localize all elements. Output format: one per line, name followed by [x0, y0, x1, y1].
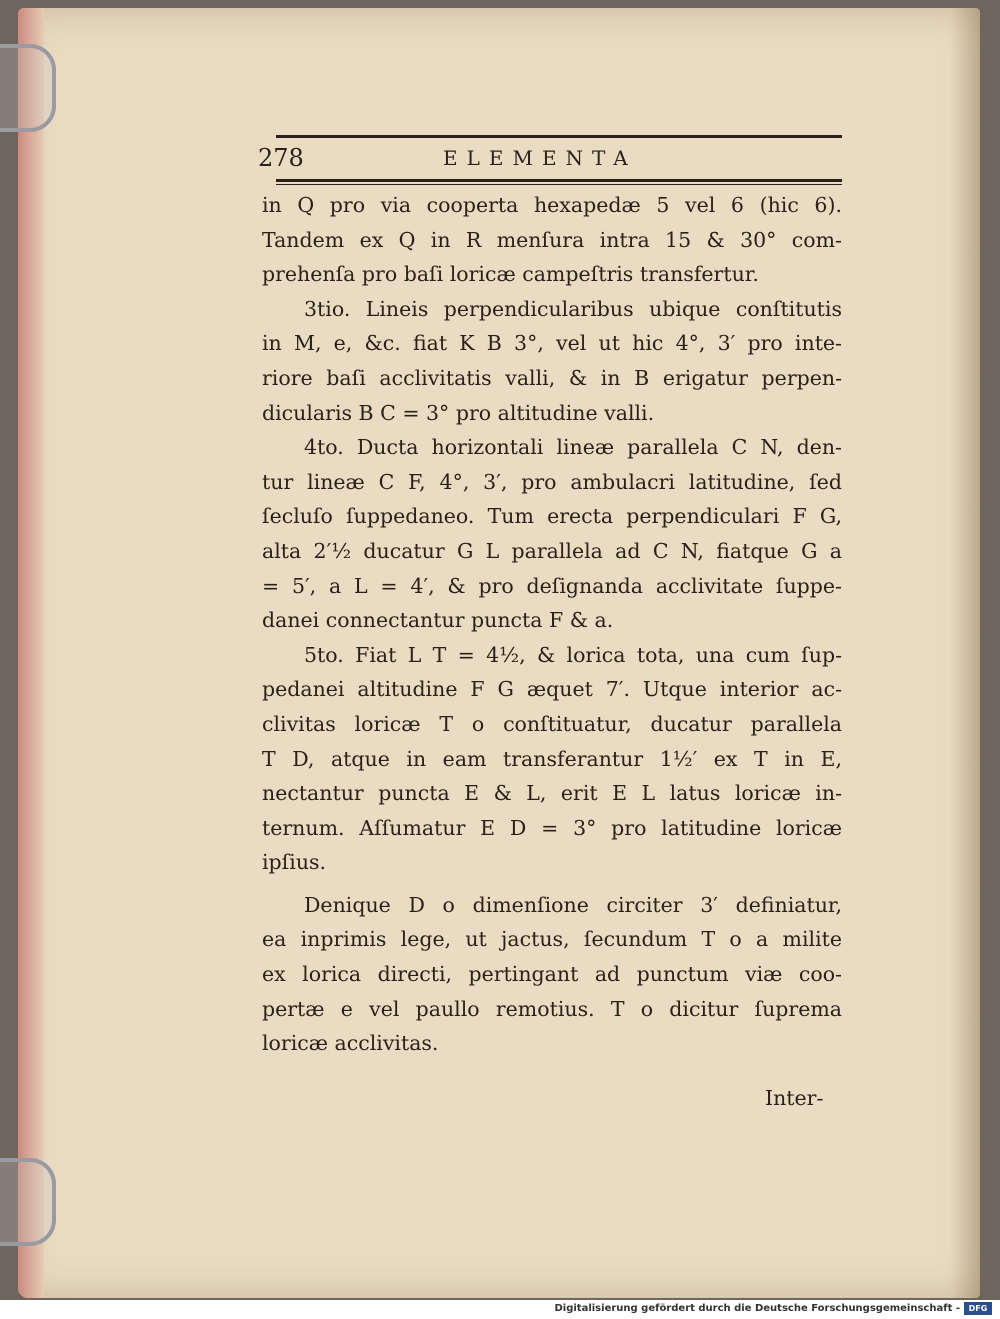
text-line: ternum. Aſſumatur E D = 3° pro latitudine loricæ: [262, 815, 842, 840]
text-line: T D, atque in eam transferantur 1½′ ex T in E,: [262, 746, 842, 771]
running-head: ELEMENTA: [443, 146, 637, 170]
digitization-credit: Digitalisierung gefördert durch die Deutsche Forschungsgemeinschaft -: [554, 1303, 960, 1314]
page-header: [258, 142, 848, 176]
header-rule-bottom-thin: [276, 184, 842, 185]
text-line: pertæ e vel paullo remotius. T o dicitur ſuprema: [262, 996, 842, 1021]
binding-clip-bottom: [0, 1158, 56, 1246]
text-line: ea inprimis lege, ut jactus, ſecundum T o a milite: [262, 927, 842, 952]
text-line: = 5′, a L = 4′, & pro deſignanda acclivitate ſuppe-: [262, 573, 842, 598]
text-line: ipſius.: [262, 850, 327, 875]
text-line: tur lineæ C F, 4°, 3′, pro ambulacri latitudine, ſed: [262, 469, 842, 494]
text-line: nectantur puncta E & L, erit E L latus loricæ in-: [262, 781, 842, 806]
text-line: riore baſi acclivitatis valli, & in B erigatur perpen-: [262, 365, 842, 390]
text-line: alta 2′½ ducatur G L parallela ad C N, fiatque G a: [262, 538, 842, 563]
binding-clip-top: [0, 44, 56, 132]
text-line: pedanei altitudine F G æquet 7′. Utque interior ac-: [262, 677, 842, 702]
text-line: loricæ acclivitas.: [262, 1031, 439, 1056]
text-line: in M, e, &c. fiat K B 3°, vel ut hic 4°, 3′ pro inte-: [262, 331, 842, 356]
body-text: [262, 188, 842, 1061]
header-rule-top: [276, 135, 842, 138]
text-line: in Q pro via cooperta hexapedæ 5 vel 6 (hic 6).: [262, 193, 842, 217]
header-rule-bottom: [276, 179, 842, 182]
text-line: ſecluſo ſuppedaneo. Tum erecta perpendiculari F G,: [262, 504, 842, 529]
text-line: 3tio. Lineis perpendicularibus ubique conſtitutis: [304, 296, 842, 321]
text-line: 4to. Ducta horizontali lineæ parallela C N, den-: [304, 435, 842, 460]
text-line: 5to. Fiat L T = 4½, & lorica tota, una cum ſup-: [304, 642, 842, 667]
catchword: Inter-: [765, 1086, 824, 1110]
text-line: Tandem ex Q in R menſura intra 15 & 30° com-: [262, 227, 842, 252]
paragraph-gap: [262, 880, 842, 888]
page-number: 278: [258, 144, 304, 172]
text-line: dicularis B C = 3° pro altitudine valli.: [262, 400, 655, 425]
text-line: clivitas loricæ T o conſtituatur, ducatur parallela: [262, 711, 842, 736]
text-line: danei connectantur puncta F & a.: [262, 608, 614, 633]
page-edge: [18, 8, 44, 1298]
text-line: prehenſa pro baſi loricæ campeſtris transfertur.: [262, 262, 759, 287]
text-line: Denique D o dimenſione circiter 3′ definiatur,: [304, 892, 842, 917]
dfg-logo-icon: DFG: [964, 1302, 992, 1315]
text-line: ex lorica directi, pertingant ad punctum viæ coo-: [262, 962, 842, 987]
page-gutter-shadow: [950, 8, 980, 1298]
